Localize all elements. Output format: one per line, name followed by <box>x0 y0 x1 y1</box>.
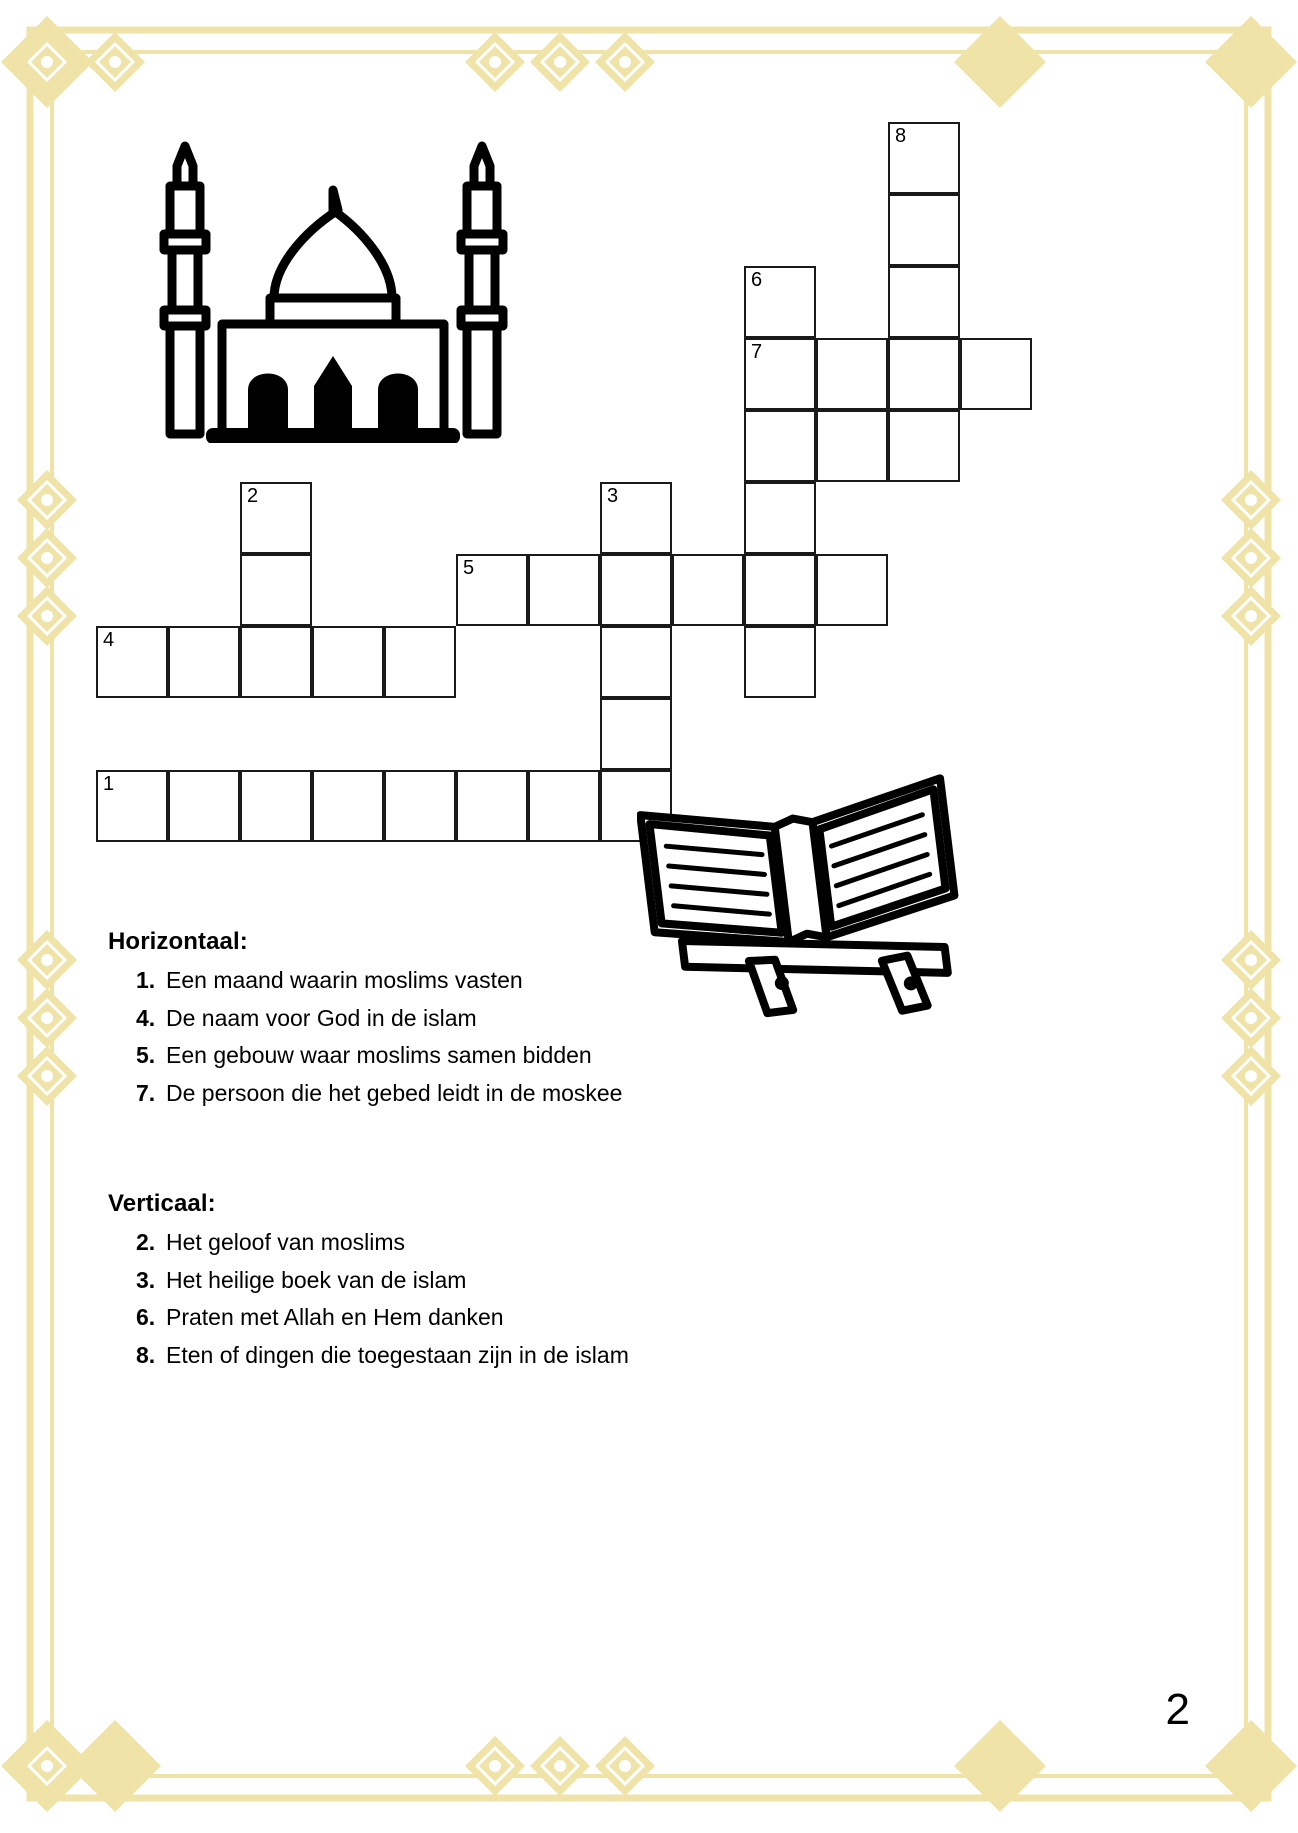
clue-number: 5. <box>136 1042 156 1069</box>
across-clue-list <box>108 964 908 1110</box>
crossword-cell[interactable] <box>96 770 168 842</box>
crossword-cell[interactable] <box>888 122 960 194</box>
down-clue-section <box>108 1190 908 1377</box>
crossword-cell[interactable] <box>744 554 816 626</box>
crossword-cell-number: 8 <box>895 125 907 147</box>
crossword-cell[interactable] <box>888 338 960 410</box>
crossword-cell-number: 5 <box>463 557 475 579</box>
across-clue-section <box>108 928 908 1115</box>
crossword-cell[interactable] <box>384 770 456 842</box>
clue-item <box>108 1301 908 1334</box>
clue-number: 6. <box>136 1304 156 1331</box>
clue-text: Praten met Allah en Hem danken <box>166 1304 504 1331</box>
crossword-cell[interactable] <box>600 626 672 698</box>
clue-item <box>108 1339 908 1372</box>
crossword-cell-number: 1 <box>103 773 115 795</box>
clue-number: 2. <box>136 1229 156 1255</box>
crossword-cell[interactable] <box>312 770 384 842</box>
crossword-cell[interactable] <box>312 626 384 698</box>
crossword-cell-number: 3 <box>607 485 619 507</box>
clue-item <box>108 1077 908 1110</box>
crossword-cell[interactable] <box>168 770 240 842</box>
clue-text: De persoon die het gebed leidt in de moskee <box>166 1079 623 1106</box>
clue-text: Het heilige boek van de islam <box>166 1266 467 1293</box>
crossword-cell[interactable] <box>600 554 672 626</box>
crossword-cell[interactable] <box>672 554 744 626</box>
clue-item <box>108 1264 908 1297</box>
crossword-cell[interactable] <box>888 266 960 338</box>
crossword-cell[interactable] <box>456 554 528 626</box>
crossword-cell[interactable] <box>960 338 1032 410</box>
crossword-cell[interactable] <box>240 770 312 842</box>
crossword-cell[interactable] <box>816 338 888 410</box>
clue-text: Een maand waarin moslims vasten <box>166 967 523 993</box>
crossword-cell-number: 6 <box>751 269 763 291</box>
crossword-cell-number: 4 <box>103 629 115 651</box>
across-heading: Horizontaal: <box>108 928 248 955</box>
clue-item <box>108 1226 908 1259</box>
clue-number: 1. <box>136 967 156 993</box>
crossword-grid[interactable] <box>96 122 1046 837</box>
down-clue-list <box>108 1226 908 1372</box>
crossword-cell[interactable] <box>240 626 312 698</box>
crossword-cell[interactable] <box>384 626 456 698</box>
crossword-cell[interactable] <box>96 626 168 698</box>
crossword-cell[interactable] <box>168 626 240 698</box>
crossword-cell[interactable] <box>528 770 600 842</box>
crossword-cell-number: 7 <box>751 341 763 363</box>
crossword-cell[interactable] <box>744 338 816 410</box>
crossword-cell[interactable] <box>744 266 816 338</box>
clue-number: 4. <box>136 1004 156 1031</box>
crossword-cell[interactable] <box>528 554 600 626</box>
clue-text: De naam voor God in de islam <box>166 1004 477 1031</box>
clue-item <box>108 1039 908 1072</box>
crossword-cell[interactable] <box>816 554 888 626</box>
crossword-cell[interactable] <box>888 194 960 266</box>
clue-text: Eten of dingen die toegestaan zijn in de islam <box>166 1341 629 1368</box>
crossword-cell[interactable] <box>744 482 816 554</box>
crossword-cell[interactable] <box>816 410 888 482</box>
crossword-cell[interactable] <box>600 482 672 554</box>
crossword-cell[interactable] <box>744 626 816 698</box>
crossword-cell[interactable] <box>888 410 960 482</box>
page-number: 2 <box>1165 1685 1190 1734</box>
clue-number: 8. <box>136 1341 156 1368</box>
clue-item <box>108 1002 908 1035</box>
clue-item <box>108 964 908 997</box>
crossword-cell-number: 2 <box>247 485 259 507</box>
clue-text: Het geloof van moslims <box>166 1229 406 1255</box>
crossword-cell[interactable] <box>744 410 816 482</box>
crossword-cell[interactable] <box>456 770 528 842</box>
clue-number: 3. <box>136 1266 156 1293</box>
crossword-cell[interactable] <box>240 482 312 554</box>
clue-number: 7. <box>136 1079 156 1106</box>
crossword-cell[interactable] <box>240 554 312 626</box>
clue-text: Een gebouw waar moslims samen bidden <box>166 1042 592 1069</box>
down-heading: Verticaal: <box>108 1190 216 1217</box>
